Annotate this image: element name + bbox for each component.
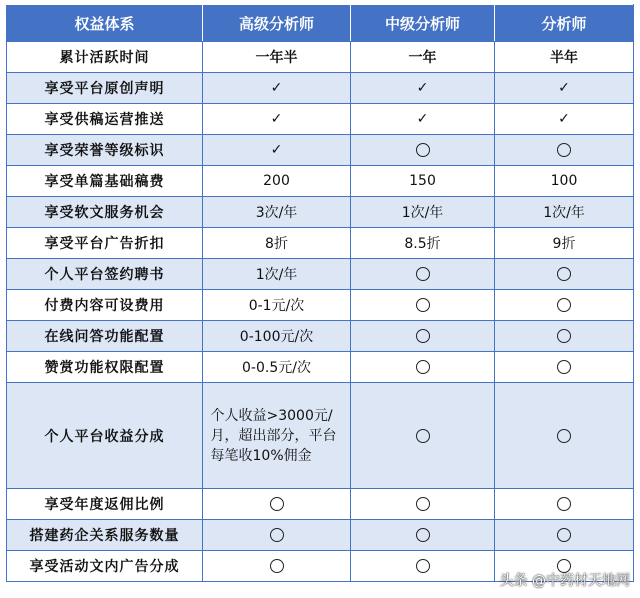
table-cell — [203, 290, 351, 321]
table-cell — [495, 42, 634, 73]
circle-icon — [557, 267, 571, 281]
circle-icon — [416, 267, 430, 281]
header-benefit-system: 权益体系 — [7, 5, 203, 42]
table-cell — [351, 228, 495, 259]
cell-value: 150 — [409, 173, 436, 189]
cell-value: 1次/年 — [401, 205, 444, 221]
table-cell — [351, 551, 495, 582]
cell-value: 一年半 — [255, 50, 298, 66]
circle-icon — [416, 528, 430, 542]
table-cell — [203, 104, 351, 135]
row-label: 享受活动文内广告分成 — [7, 551, 203, 582]
table-row — [7, 489, 634, 520]
table-body — [7, 42, 634, 582]
table-cell — [203, 321, 351, 352]
circle-icon — [416, 329, 430, 343]
table-cell — [203, 520, 351, 551]
cell-value: 1次/年 — [543, 205, 585, 221]
row-label: 享受荣誉等级标识 — [7, 135, 203, 166]
table-cell — [495, 197, 634, 228]
cell-value: 9折 — [552, 236, 576, 252]
header-row — [7, 5, 634, 42]
circle-icon — [416, 143, 430, 157]
circle-icon — [557, 360, 571, 374]
table-row — [7, 135, 634, 166]
cell-value: 一年 — [408, 50, 437, 66]
table-cell — [351, 104, 495, 135]
table-cell — [351, 42, 495, 73]
table-cell — [203, 551, 351, 582]
circle-icon — [557, 429, 571, 443]
checkmark-icon — [271, 142, 283, 158]
table-cell — [351, 135, 495, 166]
checkmark-icon — [558, 80, 570, 96]
table-cell — [351, 520, 495, 551]
table-cell — [351, 383, 495, 489]
cell-value: 0-0.5元/次 — [242, 360, 311, 376]
table-cell — [495, 520, 634, 551]
row-label: 个人平台收益分成 — [7, 383, 203, 489]
circle-icon — [416, 360, 430, 374]
circle-icon — [270, 528, 284, 542]
table-cell — [495, 73, 634, 104]
checkmark-icon — [417, 80, 429, 96]
table-cell — [351, 197, 495, 228]
watermark: 头条 @中药材天地网 — [499, 573, 630, 589]
cell-value: 1次/年 — [255, 267, 298, 283]
circle-icon — [416, 559, 430, 573]
table-cell — [495, 166, 634, 197]
cell-value: 3次/年 — [255, 205, 298, 221]
table-row — [7, 166, 634, 197]
row-label: 个人平台签约聘书 — [7, 259, 203, 290]
table-cell — [203, 383, 351, 489]
cell-value: 0-1元/次 — [248, 298, 305, 314]
table-row — [7, 228, 634, 259]
table-row — [7, 290, 634, 321]
table-row — [7, 352, 634, 383]
table-cell — [203, 197, 351, 228]
circle-icon — [557, 497, 571, 511]
cell-value: 半年 — [550, 50, 578, 66]
circle-icon — [557, 528, 571, 542]
row-label: 享受平台原创声明 — [7, 73, 203, 104]
table-cell — [495, 290, 634, 321]
cell-value: 8.5折 — [404, 236, 441, 252]
circle-icon — [557, 143, 571, 157]
table-cell — [351, 259, 495, 290]
cell-value: 100 — [550, 173, 578, 189]
row-label: 累计活跃时间 — [7, 42, 203, 73]
cell-value: 200 — [263, 173, 290, 189]
row-label: 享受单篇基础稿费 — [7, 166, 203, 197]
table-cell — [495, 383, 634, 489]
table-row — [7, 104, 634, 135]
circle-icon — [416, 298, 430, 312]
table-cell — [203, 489, 351, 520]
table-cell — [495, 352, 634, 383]
header-mid-analyst: 中级分析师 — [351, 5, 495, 42]
header-senior-analyst: 高级分析师 — [203, 5, 351, 42]
table-cell — [203, 166, 351, 197]
table-cell — [351, 290, 495, 321]
cell-value: 个人收益>3000元/月，超出部分，平台每笔收10%佣金 — [210, 407, 337, 464]
circle-icon — [416, 497, 430, 511]
table-row — [7, 42, 634, 73]
table-cell — [203, 42, 351, 73]
table-cell — [203, 135, 351, 166]
table-cell — [495, 321, 634, 352]
table-cell — [351, 352, 495, 383]
table-row — [7, 520, 634, 551]
checkmark-icon — [271, 80, 283, 96]
table-row — [7, 321, 634, 352]
row-label: 享受平台广告折扣 — [7, 228, 203, 259]
table-cell — [351, 489, 495, 520]
circle-icon — [270, 497, 284, 511]
table-cell — [351, 166, 495, 197]
circle-icon — [557, 298, 571, 312]
benefits-table — [6, 4, 634, 582]
checkmark-icon — [417, 111, 429, 127]
row-label: 享受年度返佣比例 — [7, 489, 203, 520]
row-label: 享受软文服务机会 — [7, 197, 203, 228]
table-cell — [351, 73, 495, 104]
row-label: 搭建药企关系服务数量 — [7, 520, 203, 551]
table-cell — [495, 489, 634, 520]
table-cell — [203, 352, 351, 383]
row-label: 赞赏功能权限配置 — [7, 352, 203, 383]
row-label: 在线问答功能配置 — [7, 321, 203, 352]
table-cell — [495, 104, 634, 135]
circle-icon — [416, 429, 430, 443]
header-analyst: 分析师 — [495, 5, 634, 42]
table-row — [7, 73, 634, 104]
table-cell — [203, 259, 351, 290]
table-cell — [495, 135, 634, 166]
checkmark-icon — [271, 111, 283, 127]
table-cell — [495, 228, 634, 259]
table-cell — [203, 228, 351, 259]
row-label: 付费内容可设费用 — [7, 290, 203, 321]
row-label: 享受供稿运营推送 — [7, 104, 203, 135]
table-cell — [351, 321, 495, 352]
table-row — [7, 383, 634, 489]
table-row — [7, 259, 634, 290]
table-cell — [495, 259, 634, 290]
checkmark-icon — [558, 111, 570, 127]
table-row — [7, 197, 634, 228]
table-cell — [203, 73, 351, 104]
cell-value: 8折 — [265, 236, 288, 252]
cell-value: 0-100元/次 — [239, 329, 314, 345]
circle-icon — [557, 329, 571, 343]
circle-icon — [270, 559, 284, 573]
